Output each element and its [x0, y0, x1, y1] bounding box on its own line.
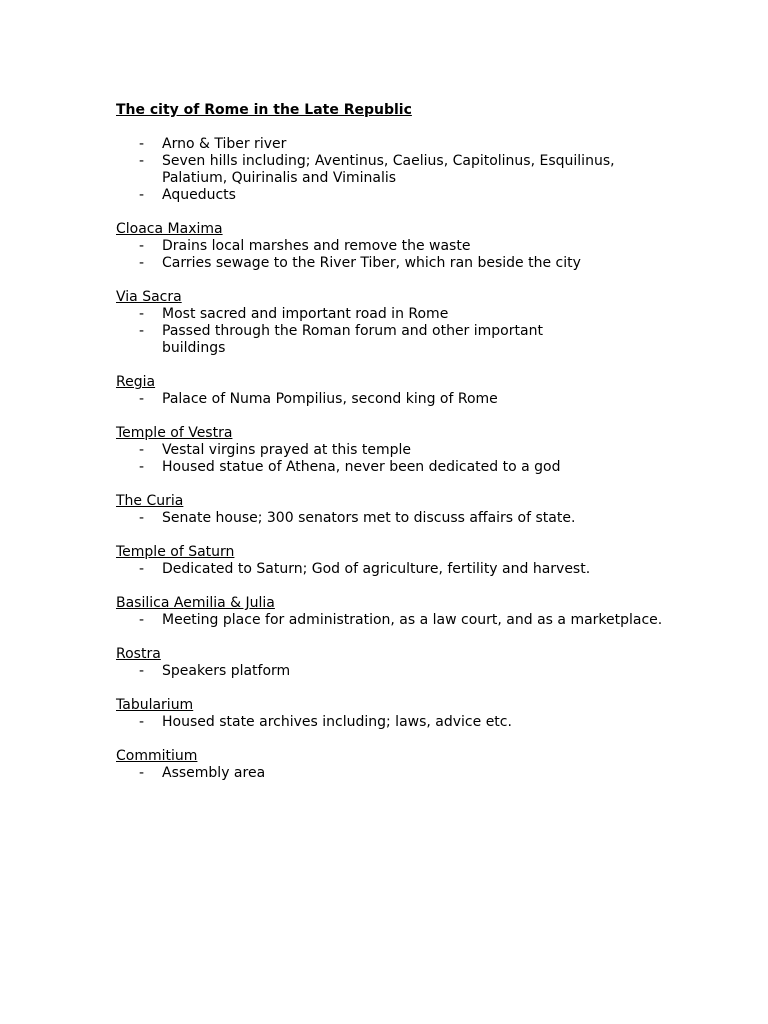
list-item-text: Carries sewage to the River Tiber, which ran beside the city	[162, 255, 581, 271]
dash-bullet: -	[139, 510, 145, 526]
section-heading: Temple of Saturn	[116, 544, 235, 560]
dash-bullet: -	[139, 612, 145, 628]
list-item	[116, 187, 676, 204]
list-item	[116, 255, 676, 272]
dash-bullet: -	[139, 323, 145, 339]
section-list	[116, 714, 676, 731]
list-item-text: Aqueducts	[162, 187, 236, 203]
section-commitium	[116, 748, 676, 782]
section-tabularium	[116, 697, 676, 731]
section-heading: Via Sacra	[116, 289, 182, 305]
list-item-text: Vestal virgins prayed at this temple	[162, 442, 411, 458]
list-item-text: Dedicated to Saturn; God of agriculture, fertility and harvest.	[162, 561, 591, 577]
section-the-curia	[116, 493, 676, 527]
dash-bullet: -	[139, 442, 145, 458]
list-item	[116, 442, 676, 459]
section-basilica-aemilia-julia	[116, 595, 676, 629]
list-item-text: Palace of Numa Pompilius, second king of Rome	[162, 391, 498, 407]
dash-bullet: -	[139, 663, 145, 679]
section-list	[116, 663, 676, 680]
list-item	[116, 561, 676, 578]
dash-bullet: -	[139, 391, 145, 407]
list-item-text: Meeting place for administration, as a law court, and as a marketplace.	[162, 612, 663, 628]
section-list	[116, 612, 676, 629]
section-heading: The Curia	[116, 493, 184, 509]
list-item-text: Housed state archives including; laws, advice etc.	[162, 714, 512, 730]
section-temple-of-saturn	[116, 544, 676, 578]
section-rostra	[116, 646, 676, 680]
section-heading: Rostra	[116, 646, 161, 662]
section-cloaca-maxima	[116, 221, 676, 272]
section-list	[116, 510, 676, 527]
section-temple-of-vestra	[116, 425, 676, 476]
document-body	[116, 102, 676, 799]
list-item-text: Housed statue of Athena, never been dedicated to a god	[162, 459, 561, 475]
dash-bullet: -	[139, 255, 145, 271]
section-regia	[116, 374, 676, 408]
list-item	[116, 765, 676, 782]
section-heading: Regia	[116, 374, 156, 390]
section-list	[116, 561, 676, 578]
list-item	[116, 391, 676, 408]
section-heading: Temple of Vestra	[116, 425, 233, 441]
section-heading: Tabularium	[116, 697, 194, 713]
dash-bullet: -	[139, 136, 145, 152]
list-item-text: Speakers platform	[162, 663, 291, 679]
list-item	[116, 136, 676, 153]
list-item-text: Most sacred and important road in Rome	[162, 306, 449, 322]
list-item	[116, 612, 676, 629]
list-item-text: Seven hills including; Aventinus, Caelius, Capitolinus, Esquilinus, Palatium, Quirinalis and Viminalis	[162, 153, 615, 186]
list-item-text: Assembly area	[162, 765, 266, 781]
dash-bullet: -	[139, 187, 145, 203]
section-list	[116, 391, 676, 408]
section-list	[116, 306, 676, 357]
section-heading: Commitium	[116, 748, 198, 764]
intro-list	[116, 136, 676, 204]
intro-section	[116, 136, 676, 204]
dash-bullet: -	[139, 714, 145, 730]
list-item	[116, 323, 676, 357]
list-item	[116, 663, 676, 680]
dash-bullet: -	[139, 238, 145, 254]
list-item	[116, 153, 676, 187]
section-list	[116, 442, 676, 476]
section-list	[116, 765, 676, 782]
section-heading: Cloaca Maxima	[116, 221, 223, 237]
dash-bullet: -	[139, 459, 145, 475]
section-via-sacra	[116, 289, 676, 357]
list-item-text: Arno & Tiber river	[162, 136, 287, 152]
list-item	[116, 714, 676, 731]
section-list	[116, 238, 676, 272]
list-item	[116, 306, 676, 323]
dash-bullet: -	[139, 153, 145, 169]
list-item	[116, 510, 676, 527]
list-item-text: Passed through the Roman forum and other important buildings	[162, 323, 543, 356]
dash-bullet: -	[139, 765, 145, 781]
list-item-text: Senate house; 300 senators met to discuss affairs of state.	[162, 510, 576, 526]
section-heading: Basilica Aemilia & Julia	[116, 595, 275, 611]
list-item	[116, 238, 676, 255]
dash-bullet: -	[139, 561, 145, 577]
list-item	[116, 459, 676, 476]
dash-bullet: -	[139, 306, 145, 322]
document-title: The city of Rome in the Late Republic	[116, 102, 412, 118]
list-item-text: Drains local marshes and remove the waste	[162, 238, 471, 254]
